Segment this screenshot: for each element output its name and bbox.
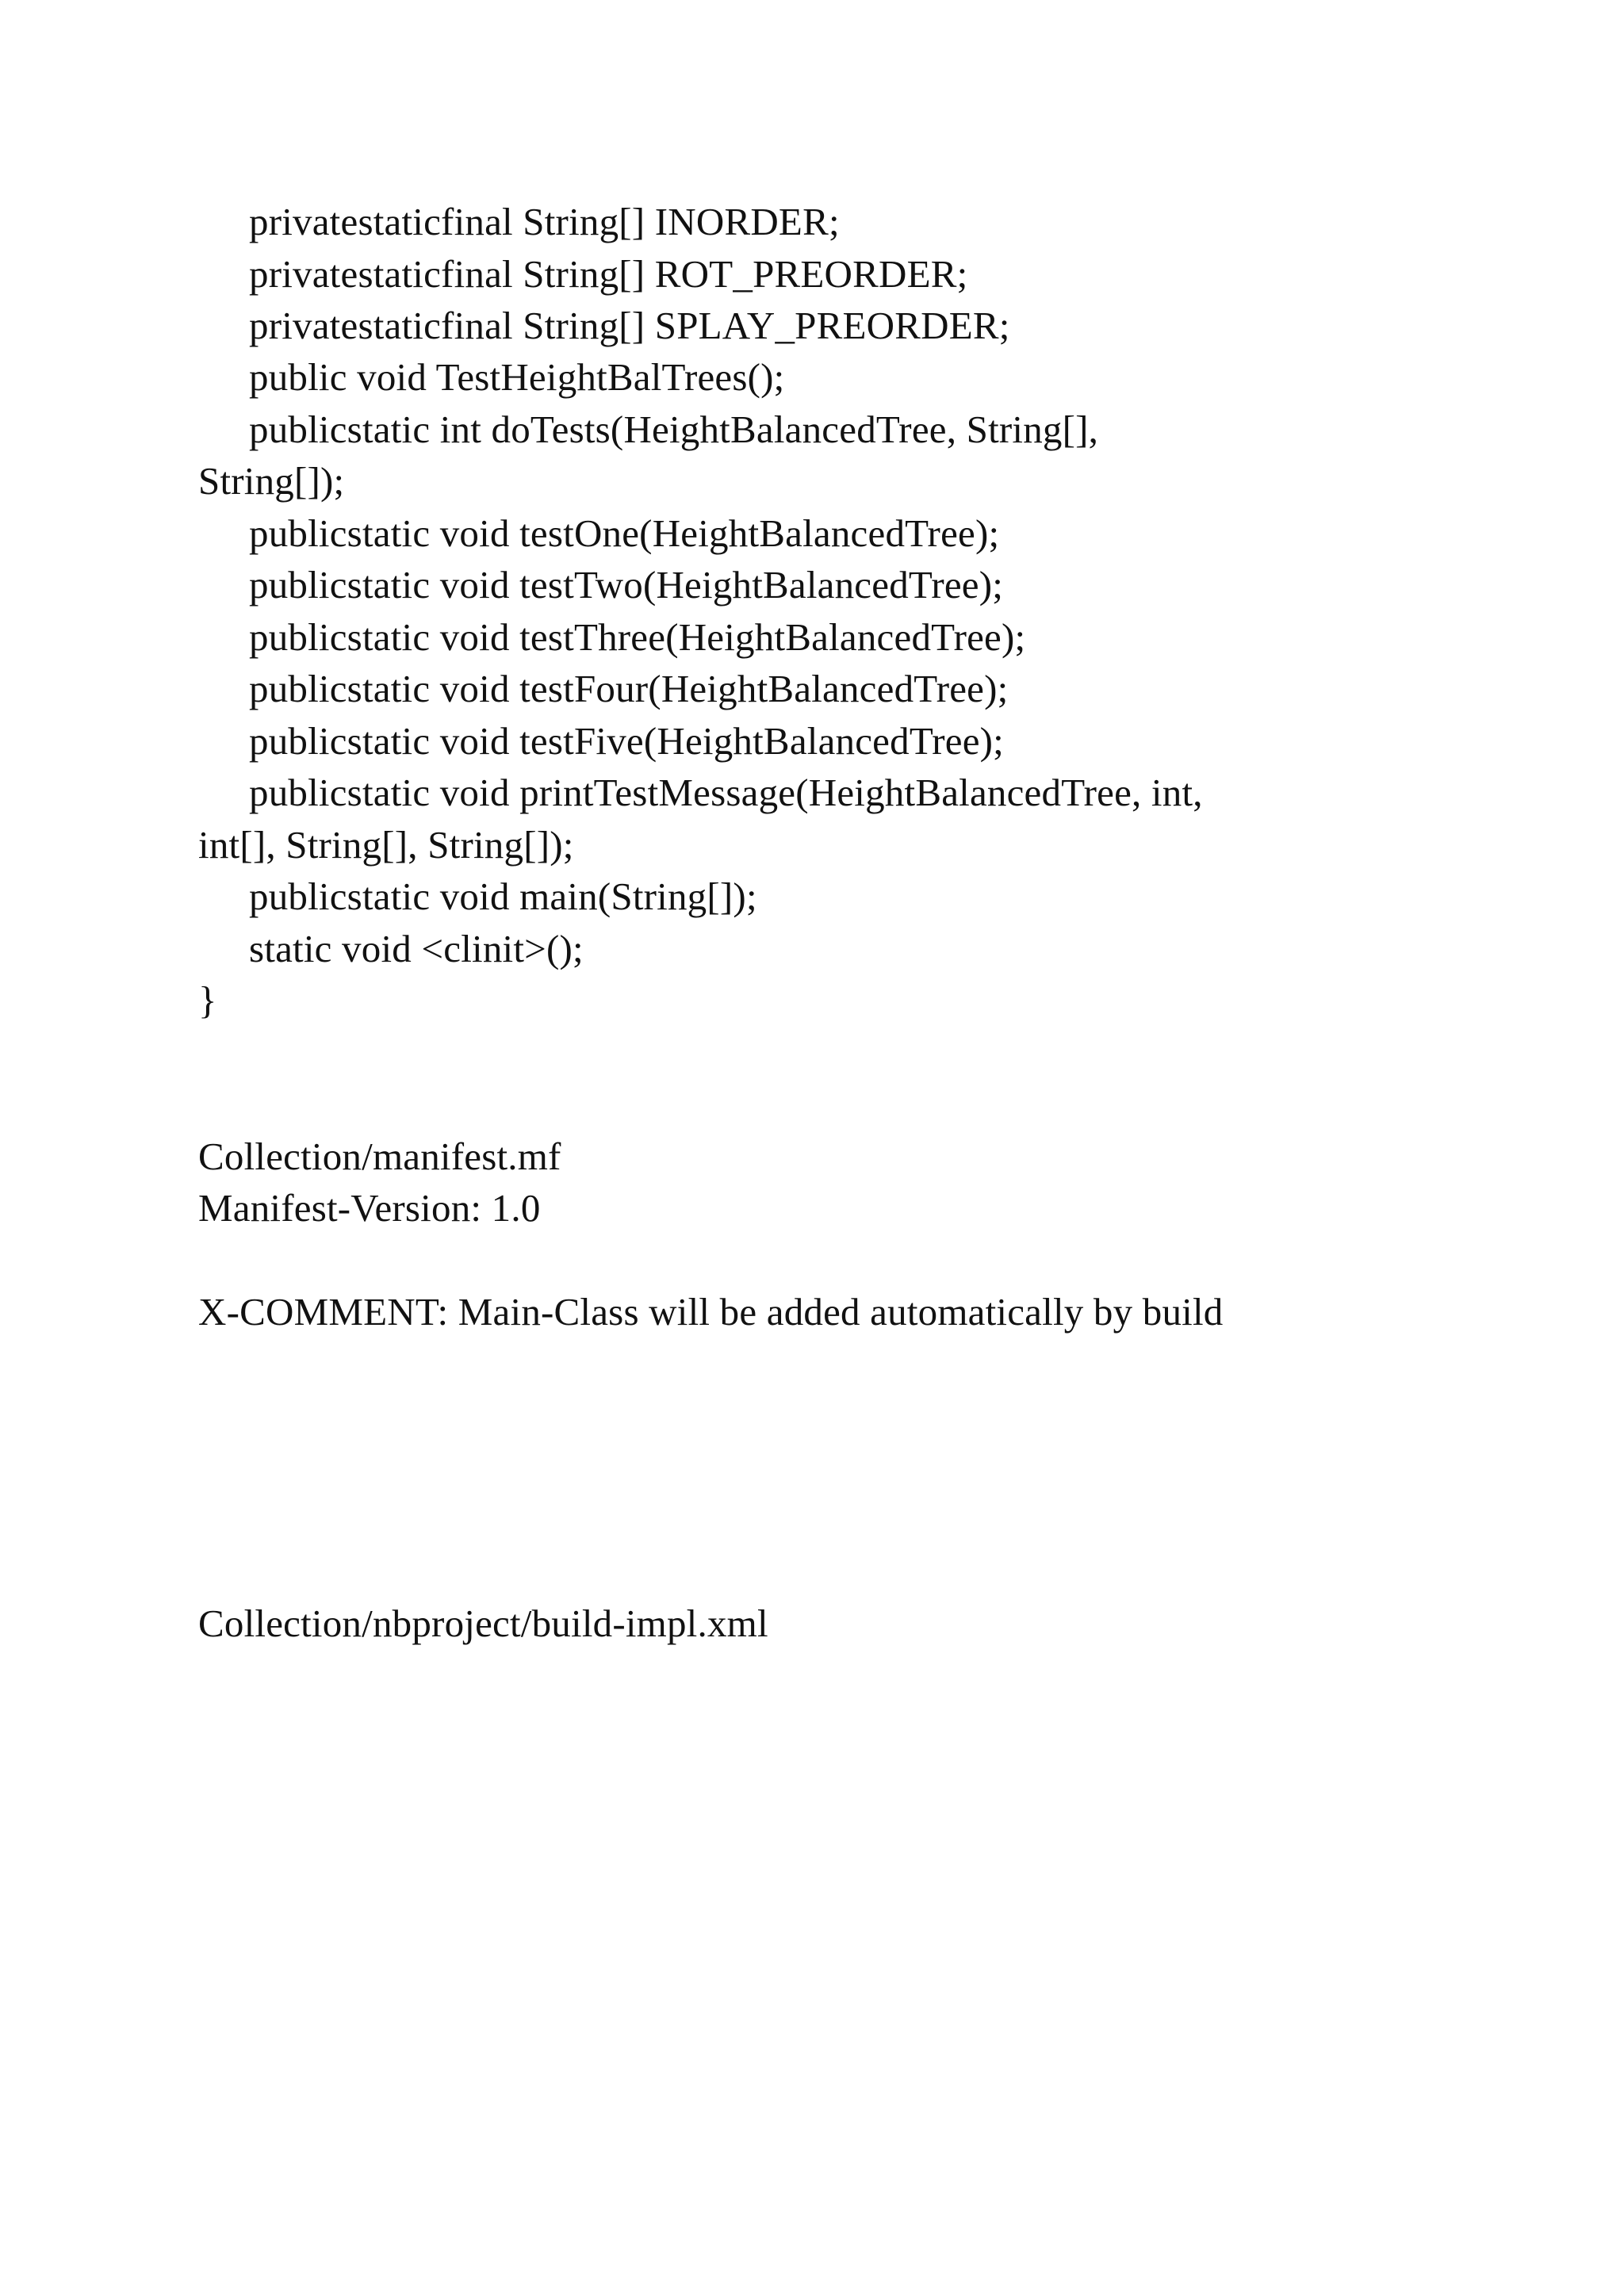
code-line: static void <clinit>(); (249, 927, 584, 970)
manifest-version: Manifest-Version: 1.0 (198, 1186, 541, 1230)
build-impl-heading: Collection/nbproject/build-impl.xml (198, 1601, 768, 1645)
manifest-comment: X-COMMENT: Main-Class will be added automatically by build (198, 1290, 1224, 1334)
code-line: publicstatic void printTestMessage(HeightBalancedTree, int, (249, 771, 1203, 814)
code-line: publicstatic int doTests(HeightBalancedTree, String[], (249, 408, 1099, 451)
code-line: publicstatic void testOne(HeightBalancedTree); (249, 511, 1000, 555)
code-line: publicstatic void testThree(HeightBalancedTree); (249, 615, 1026, 659)
code-line: publicstatic void testFour(HeightBalancedTree); (249, 667, 1009, 710)
code-line: publicstatic void testFive(HeightBalancedTree); (249, 719, 1004, 763)
code-line: privatestaticfinal String[] INORDER; (249, 200, 840, 243)
code-line: public void TestHeightBalTrees(); (249, 355, 785, 399)
manifest-heading: Collection/manifest.mf (198, 1135, 561, 1178)
code-line-continuation: String[]); (198, 459, 345, 503)
code-line: publicstatic void testTwo(HeightBalancedTree); (249, 563, 1004, 607)
code-line-continuation: int[], String[], String[]); (198, 823, 574, 867)
code-line: privatestaticfinal String[] SPLAY_PREORDER; (249, 304, 1010, 347)
code-line: publicstatic void main(String[]); (249, 874, 757, 918)
closing-brace: } (198, 978, 217, 1022)
code-line: privatestaticfinal String[] ROT_PREORDER; (249, 252, 968, 296)
